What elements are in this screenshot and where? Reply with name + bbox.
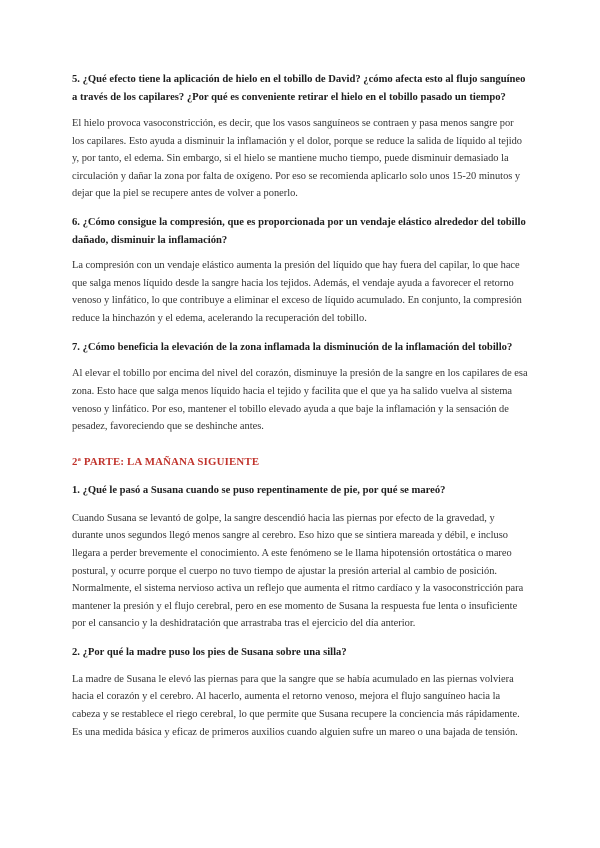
answer-6: La compresión con un vendaje elástico aumenta la presión del líquido que hay fuera del capilar, lo que hace que salga menos líquido desde la sangre hacia los tejidos. Además, el vendaje ayuda a favorecer el retorno venoso y linfático, lo que contribuye a eliminar el exceso de líquido acumulado. En conjunto, la compresión reduce la hinchazón y el edema, acelerando la recuperación del tobillo.	[72, 259, 522, 324]
answer-5: El hielo provoca vasoconstricción, es decir, que los vasos sanguíneos se contraen y pasa menos sangre por los capilares. Esto ayuda a disminuir la inflamación y el dolor, porque se reduce la salida de líquido al tejido y, por tanto, el edema. Sin embargo, si el hielo se mantiene mucho tiempo, puede disminuir demasiado la circulación y dañar la zona por falta de oxígeno. Por eso se recomienda aplicarlo solo unos 15-20 minutos y dejar que la piel se recupere antes de volver a ponerlo.	[72, 118, 522, 200]
answer-7: Al elevar el tobillo por encima del nivel del corazón, disminuye la presión de la sangre en los capilares de esa zona. Esto hace que salga menos líquido hacia el tejido y facilita que el que ya ha salido vuelva al sistema venoso y linfático. Por eso, mantener el tobillo elevado ayuda a que baje la inflamación y la sensación de pesadez, favoreciendo que se deshinche antes.	[72, 368, 528, 433]
question-6: 6. ¿Cómo consigue la compresión, que es proporcionada por un vendaje elástico alrededor del tobillo dañado, disminuir la inflamación?	[72, 216, 526, 246]
question-5: 5. ¿Qué efecto tiene la aplicación de hielo en el tobillo de David? ¿cómo afecta esto al flujo sanguíneo a través de los capilares? ¿Por qué es conveniente retirar el hielo en el tobillo pasado un tiempo?	[72, 74, 526, 103]
answer-part2-1: Cuando Susana se levantó de golpe, la sangre descendió hacia las piernas por efecto de la gravedad, y durante unos segundos llegó menos sangre al cerebro. Eso hizo que se sintiera mareada y débil, e incluso llegara a perder brevemente el conocimiento. A este fenómeno se le llama hipotensión ortostática o mareo postural, y ocurre porque el cuerpo no tuvo tiempo de ajustar la presión arterial al cambio de posición. Normalmente, el sistema nervioso activa un reflejo que aumenta el ritmo cardíaco y la vasoconstricción para mantener la presión y el flujo cerebral, pero en ese momento de Susana la respuesta fue lenta o insuficiente por el cansancio y la deshidratación que arrastraba tras el ejercicio del día anterior.	[72, 512, 524, 630]
section-title: 2ª PARTE: LA MAÑANA SIGUIENTE	[72, 455, 260, 468]
question-part2-1: 1. ¿Qué le pasó a Susana cuando se puso repentinamente de pie, por qué se mareó?	[72, 484, 446, 496]
answer-part2-2: La madre de Susana le elevó las piernas para que la sangre que se había acumulado en las piernas volviera hacia el corazón y el cerebro. Al hacerlo, aumenta el retorno venoso, mejora el flujo sanguíneo hacia la cabeza y se restablece el riego cerebral, lo que permite que Susana recupere la conciencia más rápidamente. Es una medida básica y eficaz de primeros auxilios cuando alguien sufre un mareo o una bajada de tensión.	[72, 673, 520, 738]
question-7: 7. ¿Cómo beneficia la elevación de la zona inflamada la disminución de la inflamación del tobillo?	[72, 342, 513, 354]
question-part2-2: 2. ¿Por qué la madre puso los pies de Susana sobre una silla?	[72, 646, 347, 658]
document-page	[72, 71, 528, 741]
